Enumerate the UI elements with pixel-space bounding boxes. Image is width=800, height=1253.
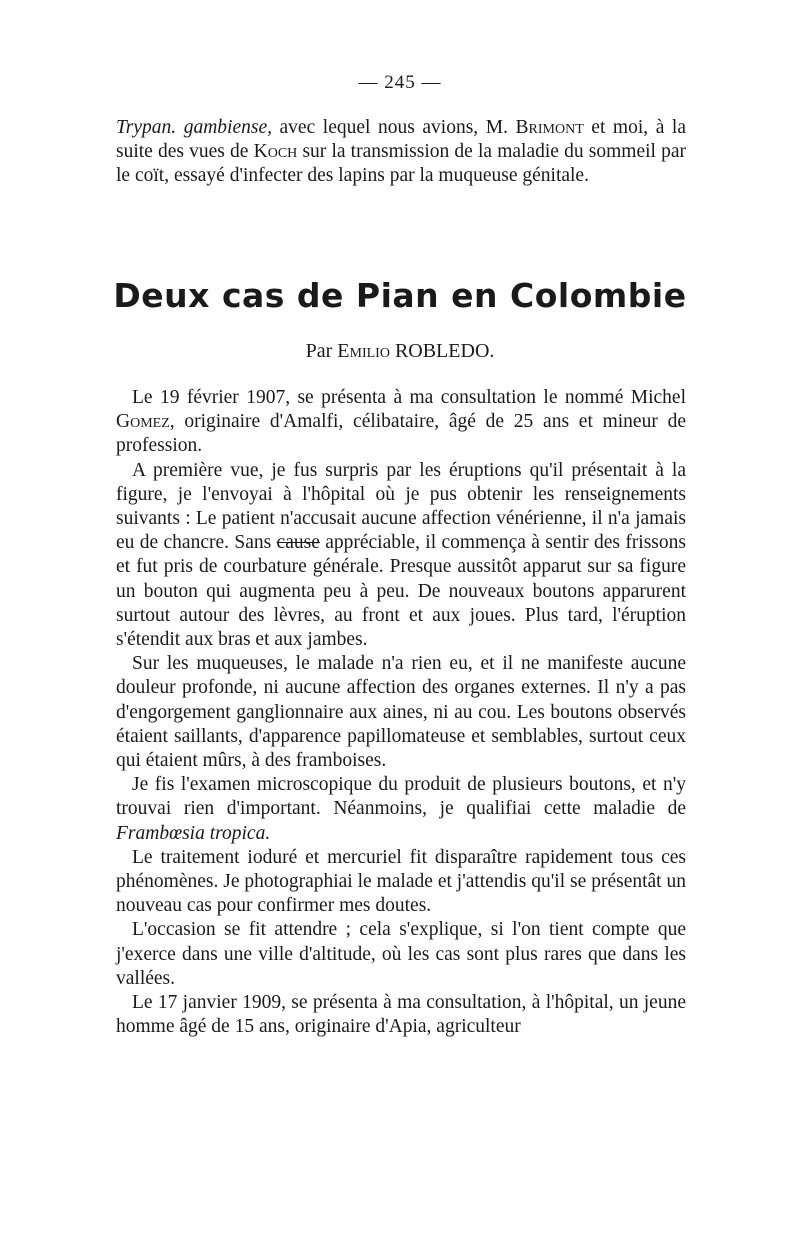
page-number: — 245 — xyxy=(358,72,442,93)
intro-text xyxy=(116,116,686,189)
struck-word: cause xyxy=(276,532,320,554)
author-koch: Koch xyxy=(253,141,298,163)
byline-lastname: ROBLEDO. xyxy=(389,340,495,362)
paragraph-7: Le 17 janvier 1909, se présenta à ma consultation, à l'hôpital, un jeune homme âgé de 15 ans, originaire d'Apia, agriculteur xyxy=(116,992,686,1038)
p2-text-a: A première vue, je fus surpris par les éruptions qu'il présentait à la figure, je l'envoyai à l'hôpital où je pus obtenir les renseignements suivants : Le patient n'accusait aucune affection vénérienne, il n'a jamais eu de chancre. Sans xyxy=(116,459,686,554)
paragraph-1 xyxy=(116,386,686,459)
byline xyxy=(0,340,800,363)
intro-text-part2: et moi, à la suite des vues de xyxy=(116,117,686,163)
paragraph-2 xyxy=(116,459,686,653)
p2-text-b: appréciable, il commença à sentir des frissons et fut pris de courbature générale. Presque aussitôt apparut sur sa figure un bouton qui augmenta peu à peu. De nouveaux boutons apparurent surtout autour des lèvres, au front et aux joues. Plus tard, l'éruption s'étendit aux bras et aux jambes. xyxy=(116,532,686,651)
p1-text-a: Le 19 février 1907, se présenta à ma consultation le nommé Michel xyxy=(132,387,686,408)
intro-paragraph xyxy=(116,116,686,189)
byline-firstname: Emilio xyxy=(337,340,390,362)
paragraph-6: L'occasion se fit attendre ; cela s'explique, si l'on tient compte que j'exerce dans une ville d'altitude, où les cas sont plus rares que dans les vallées. xyxy=(116,919,686,989)
article-title: Deux cas de Pian en Colombie xyxy=(113,276,687,315)
p4-text-a: Je fis l'examen microscopique du produit de plusieurs boutons, et n'y trouvai rien d'important. Néanmoins, je qualifiai cette maladie de xyxy=(116,774,686,820)
intro-text-part3: sur la transmission de la maladie du sommeil par le coït, essayé d'infecter des lapins par la muqueuse génitale. xyxy=(116,141,686,187)
paragraph-5: Le traitement ioduré et mercuriel fit disparaître rapidement tous ces phénomènes. Je photographiai le malade et j'attendis qu'il se présentât un nouveau cas pour confirmer mes doutes. xyxy=(116,846,686,917)
paragraph-4 xyxy=(116,773,686,846)
article-body xyxy=(116,386,686,1039)
disease-name: Frambœsia tropica. xyxy=(116,822,271,844)
author-brimont: Brimont xyxy=(515,117,584,138)
paragraph-3: Sur les muqueuses, le malade n'a rien eu, et il ne manifeste aucune douleur profonde, ni aucune affection des organes externes. Il n'y a pas d'engorgement ganglionnaire aux aines, ni au cou. Les boutons observés étaient saillants, d'apparence papillomateuse et semblables, surtout ceux qui étaient mûrs, à des framboises. xyxy=(116,653,686,772)
p1-text-b: , originaire d'Amalfi, célibataire, âgé de 25 ans et mineur de profession. xyxy=(116,411,686,457)
intro-text-part1: avec lequel nous avions, M. xyxy=(271,117,516,138)
patient-name: Gomez xyxy=(116,411,170,433)
byline-prefix: Par xyxy=(305,340,338,362)
species-name: Trypan. gambiense, xyxy=(116,117,272,138)
